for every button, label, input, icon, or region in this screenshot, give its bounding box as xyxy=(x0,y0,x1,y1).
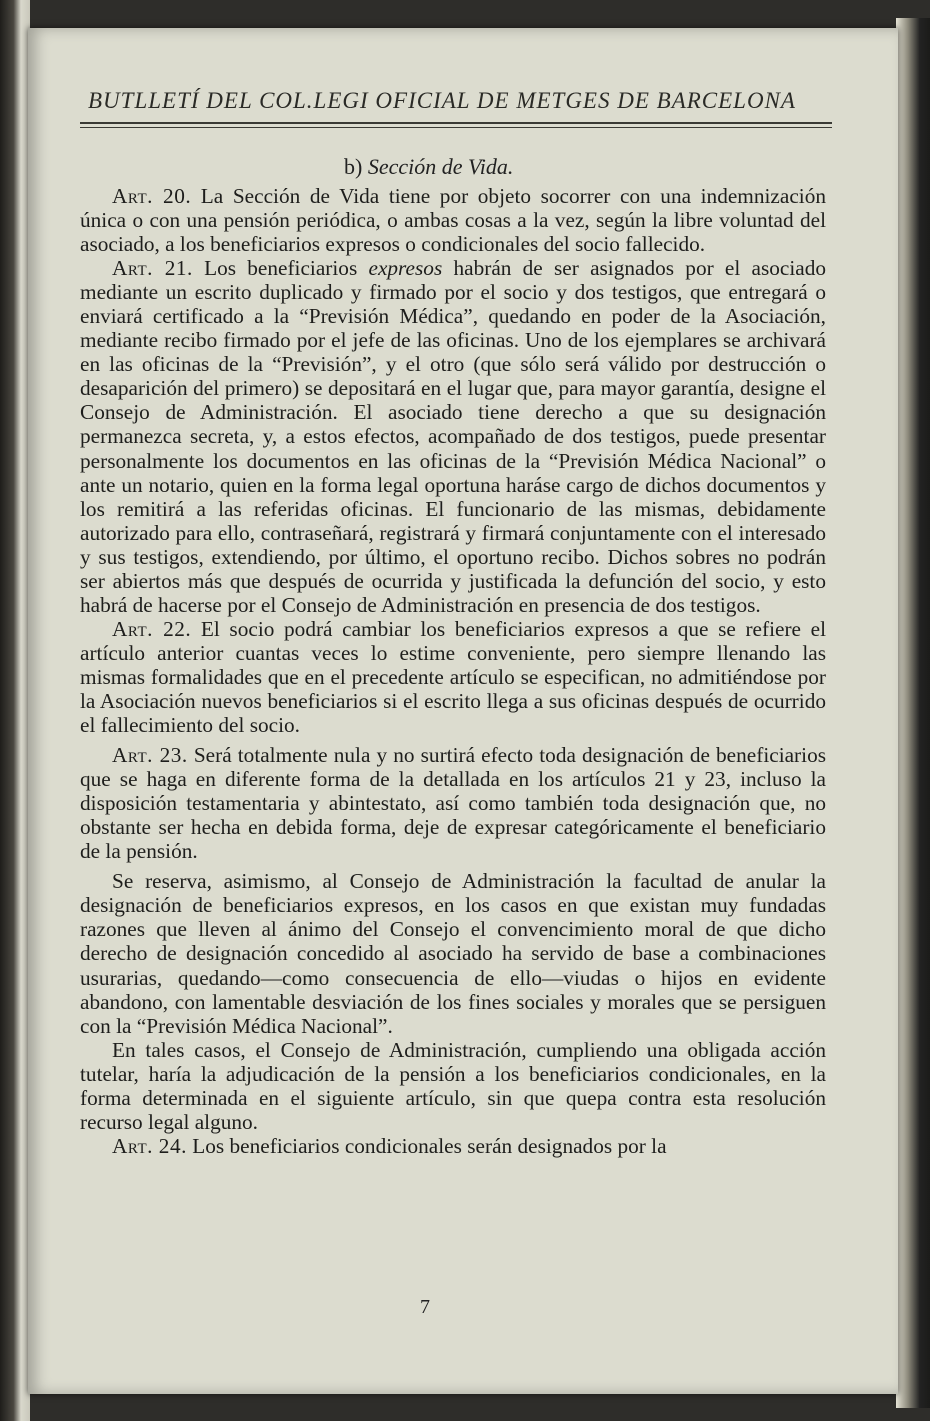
facing-page-edge xyxy=(0,0,30,1421)
running-header: BUTLLETÍ DEL COL.LEGI OFICIAL DE METGES DE BARCELONA xyxy=(88,88,796,113)
article-label: Art. 23. xyxy=(112,743,188,768)
article-text: Los beneficiarios xyxy=(204,256,358,281)
article-label: Art. 21. xyxy=(112,256,193,281)
header-rule xyxy=(80,122,832,124)
header-rule-thin xyxy=(80,127,832,128)
article-20 xyxy=(80,184,826,256)
article-text: La Sección de Vida tiene por objeto socorrer con una indemnización única o con una pensión periódica, o ambas cosas a la vez, según la libre voluntad del asociado, a los beneficiarios expresos o condicionales del socio fallecido. xyxy=(80,184,826,257)
emphasis-text: expresos xyxy=(368,256,443,281)
article-label: Art. 20. xyxy=(112,184,192,208)
article-text: El socio podrá cambiar los beneficiarios expresos a que se refiere el artículo anterior cuantas veces lo estime conveniente, pero siempre llenando las mismas formalidades que en el precedente artículo se especifican, no admitiéndose por la Asociación nuevos beneficiarios si el escrito llega a sus oficinas después de ocurrido el fallecimiento del socio. xyxy=(80,616,827,738)
book-edge xyxy=(896,18,930,1408)
paragraph-reserve: Se reserva, asimismo, al Consejo de Administración la facultad de anular la designación de beneficiarios expresos, en los casos en que existan muy fundadas razones que lleven al ánimo del Consejo el convencimiento moral de que dicho derecho de designación concedido al asociado ha servido de base a combinaciones usurarias, quedando—como consecuencia de ello—viudas o hijos en evidente abandono, con lamentable desviación de los fines sociales y morales que se persiguen con la “Previsión Médica Nacional”. xyxy=(80,869,826,1038)
article-body xyxy=(80,184,826,1158)
article-text: Será totalmente nula y no surtirá efecto toda designación de beneficiarios que se haga en diferente forma de la detallada en los artículos 21 y 23, incluso la disposición testamentaria y abintestato, así como también toda designación que, no obstante ser hecha en debida forma, deje de expresar categóricamente el beneficiario de la pensión. xyxy=(80,743,827,864)
section-heading xyxy=(344,154,513,180)
article-text: habrán de ser asignados por el asociado mediante un escrito duplicado y firmado por el socio y dos testigos, que entregará o enviará certificado a la “Previsión Médica”, quedando en poder de la Asociación, mediante recibo firmado por el jefe de las oficinas. Uno de los ejemplares se archivará en las oficinas de la “Previsión”, y el otro (que sólo será válido por destrucción o desaparición del primero) se depositará en el lugar que, para mayor garantía, designe el Consejo de Administración. El asociado tiene derecho a que su designación permanezca secreta, y, a estos efectos, acompañado de dos testigos, puede presentar personalmente los documentos en las oficinas de la “Previsión Médica Nacional” o ante un notario, quien en la forma legal oportuna haráse cargo de dichos documentos y los remitirá a las referidas oficinas. El funcionario de las mismas, debidamente autorizado para ello, contraseñará, registrará y firmará conjuntamente con el interesado y sus testigos, extendiendo, por último, el oportuno recibo. Dichos sobres no podrán ser abiertos más que después de ocurrida y justificada la defunción del socio, y esto habrá de hacerse por el Consejo de Administración en presencia de dos testigos. xyxy=(80,256,827,617)
article-label: Art. 22. xyxy=(112,616,192,641)
article-22 xyxy=(80,617,826,737)
article-24 xyxy=(80,1134,826,1158)
section-title: Sección de Vida. xyxy=(367,154,514,179)
page-number: 7 xyxy=(420,1296,430,1318)
article-label: Art. 24. xyxy=(112,1133,187,1158)
article-23 xyxy=(80,743,826,863)
paragraph-tales: En tales casos, el Consejo de Administración, cumpliendo una obligada acción tutelar, haría la adjudicación de la pensión a los beneficiarios condicionales, en la forma determinada en el siguiente artículo, sin que quepa contra esta resolución recurso legal alguno. xyxy=(80,1037,826,1134)
section-label: b) xyxy=(344,154,363,179)
article-text: Los beneficiarios condicionales serán designados por la xyxy=(192,1133,667,1158)
article-21 xyxy=(80,256,826,617)
